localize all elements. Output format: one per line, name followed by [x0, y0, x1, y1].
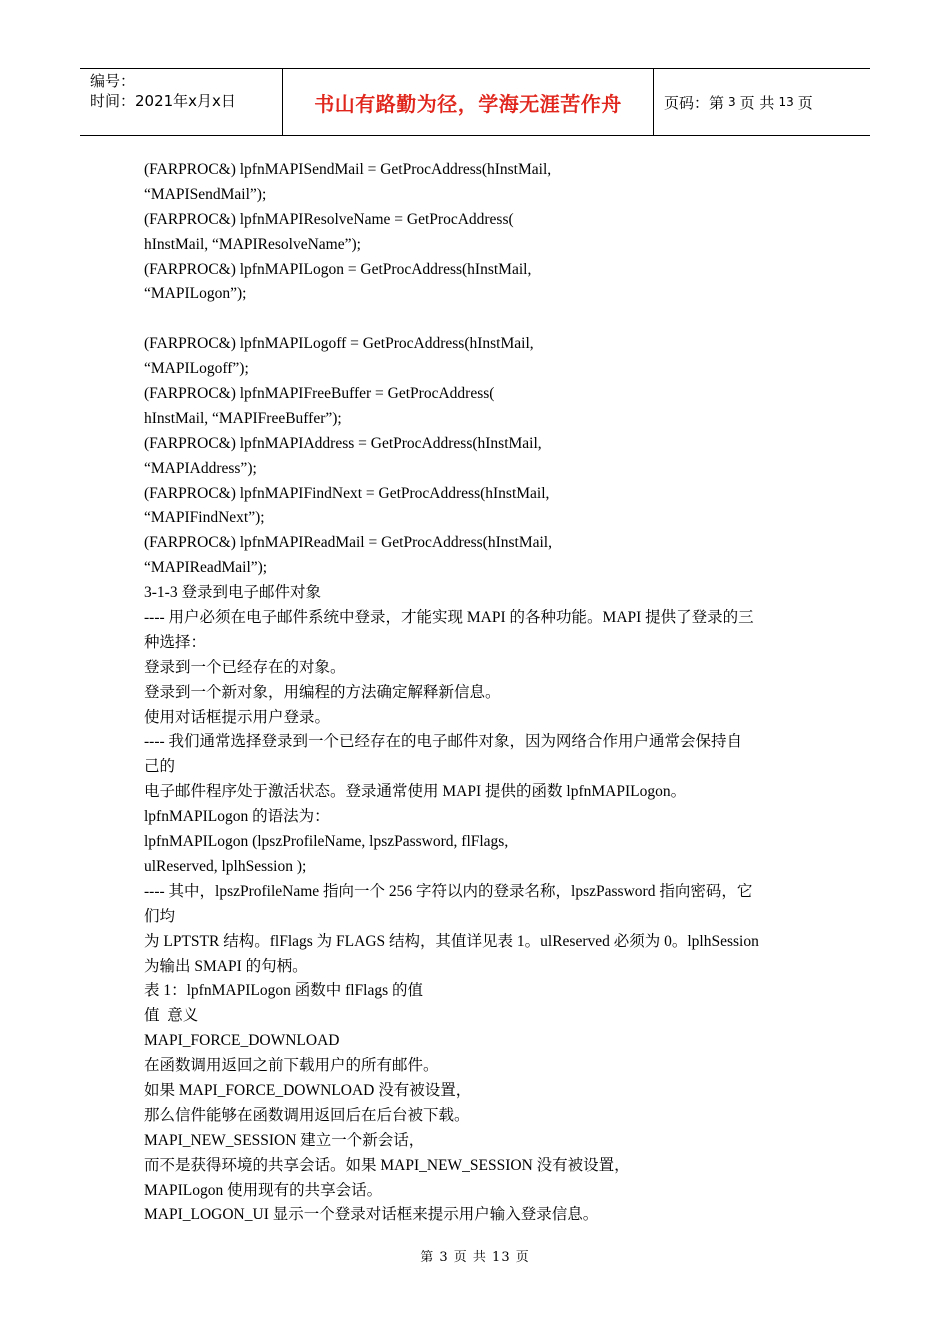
text-line: lpfnMAPILogon (lpszProfileName, lpszPassword, flFlags, — [144, 833, 509, 851]
text-line: 而不是获得环境的共享会话。如果 MAPI_NEW_SESSION 没有被设置， — [144, 1156, 630, 1174]
text-line: “MAPIAddress”); — [144, 459, 257, 477]
text-line: (FARPROC&) lpfnMAPILogon = GetProcAddress(hInstMail, — [144, 260, 532, 278]
text-line: ulReserved, lplhSession ); — [144, 857, 307, 875]
text-line: MAPI_LOGON_UI 显示一个登录对话框来提示用户输入登录信息。 — [144, 1206, 599, 1224]
text-line: (FARPROC&) lpfnMAPILogoff = GetProcAddress(hInstMail, — [144, 335, 534, 353]
text-line: (FARPROC&) lpfnMAPIFreeBuffer = GetProcAddress( — [144, 385, 495, 403]
page-total: 13 — [778, 95, 794, 109]
document-body — [144, 158, 814, 1228]
page-label: 页码：第 — [664, 93, 725, 112]
time-label: 时间：2021年x月x日 — [90, 92, 236, 110]
text-line: ---- 我们通常选择登录到一个已经存在的电子邮件对象，因为网络合作用户通常会保持自 — [144, 733, 743, 751]
text-line: MAPILogon 使用现有的共享会话。 — [144, 1181, 383, 1199]
text-line: 登录到一个已经存在的对象。 — [144, 658, 346, 676]
text-line: “MAPISendMail”); — [144, 185, 267, 203]
text-line: 如果 MAPI_FORCE_DOWNLOAD 没有被设置， — [144, 1081, 472, 1099]
text-line: 表 1：lpfnMAPILogon 函数中 flFlags 的值 — [144, 982, 424, 1000]
text-line: 们均 — [144, 907, 176, 925]
page-end: 页 — [797, 93, 813, 112]
page-footer: 第 3 页 共 13 页 — [420, 1250, 530, 1265]
header-motto: 书山有路勤为径，学海无涯苦作舟 — [282, 69, 654, 135]
text-line: (FARPROC&) lpfnMAPIReadMail = GetProcAddress(hInstMail, — [144, 534, 552, 552]
text-line: 己的 — [144, 758, 176, 776]
text-line: ---- 其中，lpszProfileName 指向一个 256 字符以内的登录名称，lpszPassword 指向密码，它 — [144, 882, 753, 900]
text-line — [144, 307, 814, 332]
text-line: (FARPROC&) lpfnMAPIAddress = GetProcAddress(hInstMail, — [144, 434, 542, 452]
text-line: 3-1-3 登录到电子邮件对象 — [144, 584, 321, 602]
text-line: 使用对话框提示用户登录。 — [144, 708, 331, 726]
text-line: hInstMail, “MAPIFreeBuffer”); — [144, 409, 342, 427]
page-current: 3 — [728, 95, 736, 109]
text-line: (FARPROC&) lpfnMAPISendMail = GetProcAddress(hInstMail, — [144, 161, 552, 178]
text-line: lpfnMAPILogon 的语法为： — [144, 808, 330, 826]
text-line: “MAPIReadMail”); — [144, 559, 268, 577]
text-line: 在函数调用返回之前下载用户的所有邮件。 — [144, 1057, 439, 1075]
text-line: 种选择： — [144, 633, 207, 651]
text-line: MAPI_FORCE_DOWNLOAD — [144, 1032, 340, 1050]
text-line: MAPI_NEW_SESSION 建立一个新会话， — [144, 1131, 425, 1149]
text-line: “MAPIFindNext”); — [144, 509, 265, 527]
header-info — [80, 69, 282, 135]
number-label: 编号： — [90, 72, 136, 90]
text-line: 电子邮件程序处于激活状态。登录通常使用 MAPI 提供的函数 lpfnMAPILogon。 — [144, 783, 687, 801]
page-mid: 页 共 — [739, 93, 775, 112]
text-line: “MAPILogon”); — [144, 285, 247, 303]
text-line: 为输出 SMAPI 的句柄。 — [144, 957, 308, 975]
text-line: 那么信件能够在函数调用返回后在后台被下载。 — [144, 1106, 470, 1124]
text-line: 登录到一个新对象，用编程的方法确定解释新信息。 — [144, 683, 501, 701]
text-line: ---- 用户必须在电子邮件系统中登录，才能实现 MAPI 的各种功能。MAPI 提供了登录的三 — [144, 609, 754, 627]
text-line: 为 LPTSTR 结构。flFlags 为 FLAGS 结构，其值详见表 1。ulReserved 必须为 0。lplhSession — [144, 932, 759, 950]
text-line: 值 意义 — [144, 1007, 199, 1025]
text-line: (FARPROC&) lpfnMAPIFindNext = GetProcAddress(hInstMail, — [144, 484, 550, 502]
text-line: (FARPROC&) lpfnMAPIResolveName = GetProcAddress( — [144, 210, 514, 228]
text-line: “MAPILogoff”); — [144, 360, 249, 378]
text-line: hInstMail, “MAPIResolveName”); — [144, 235, 361, 253]
page-header — [80, 68, 870, 136]
header-page-info — [654, 69, 870, 135]
